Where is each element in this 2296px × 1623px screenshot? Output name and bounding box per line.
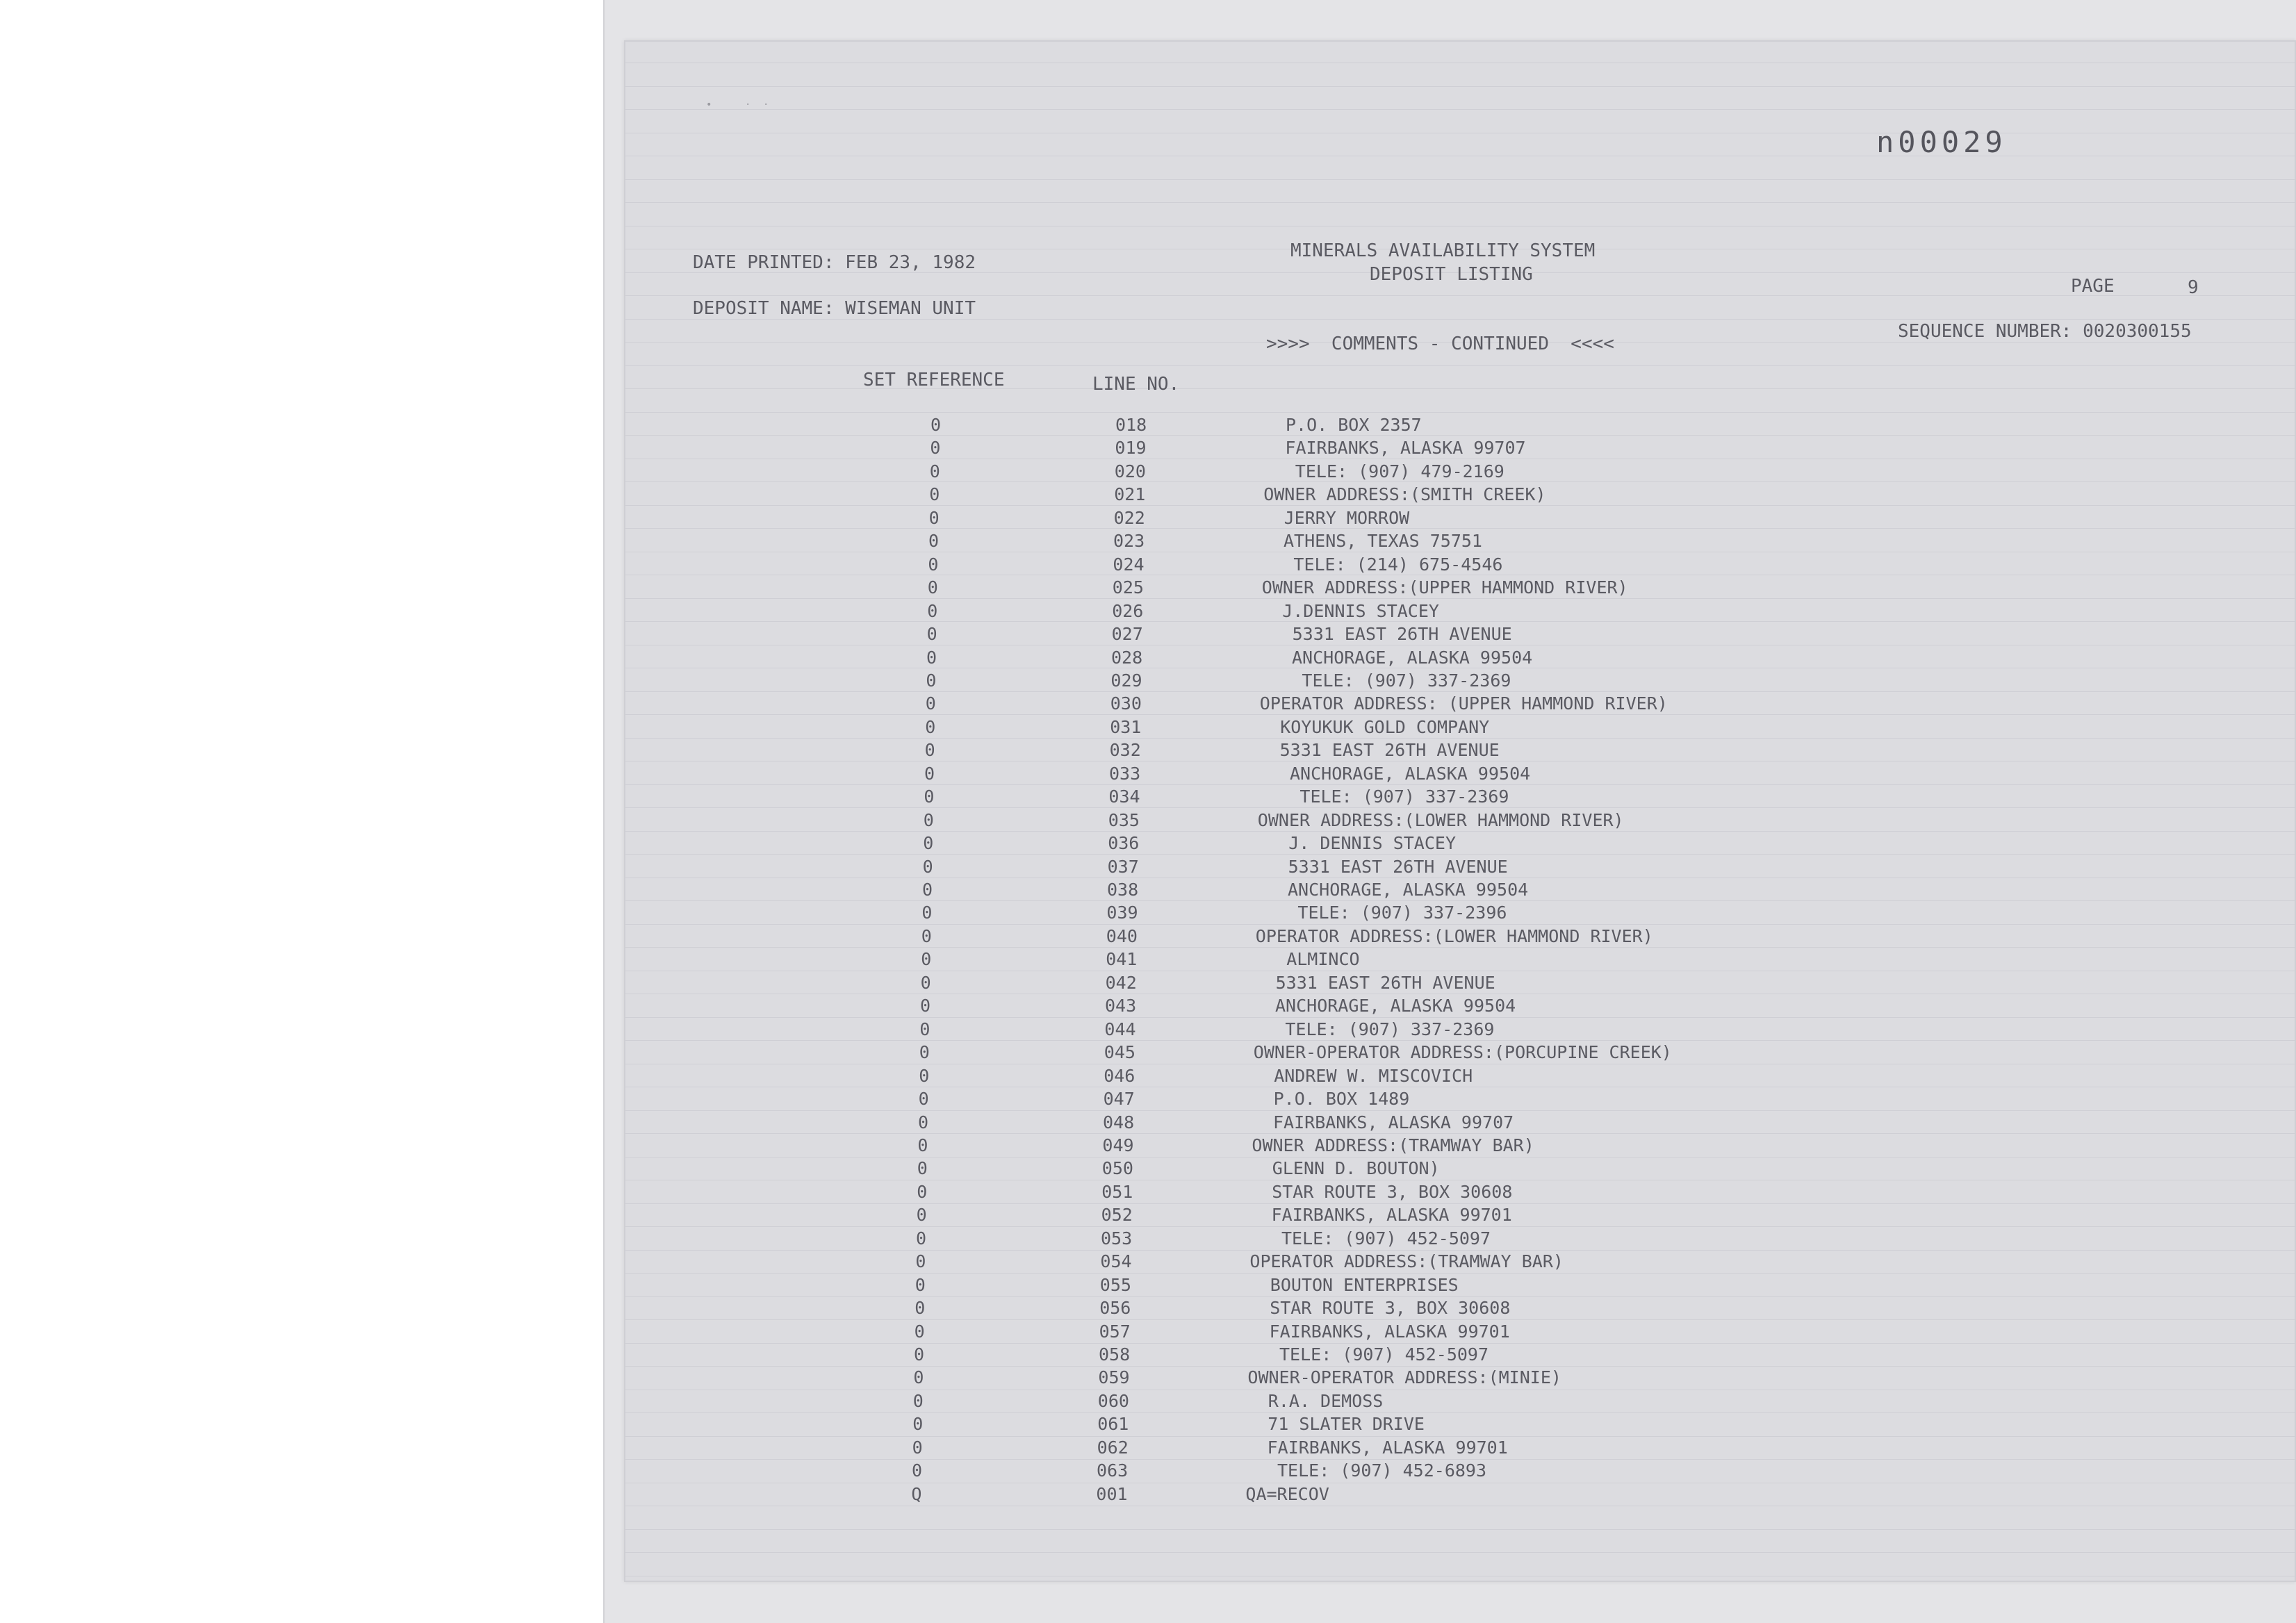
comment-text-cell: ANCHORAGE, ALASKA 99504 bbox=[1275, 996, 1516, 1016]
set-reference-cell: 0 bbox=[925, 693, 936, 714]
set-reference-cell: 0 bbox=[928, 531, 940, 552]
comment-text-cell: ATHENS, TEXAS 75751 bbox=[1284, 531, 1482, 552]
line-number-cell: 034 bbox=[1108, 786, 1140, 807]
set-reference-cell: 0 bbox=[919, 1042, 930, 1063]
set-reference-cell: 0 bbox=[916, 1205, 927, 1226]
scan-speck: · bbox=[763, 99, 769, 110]
comment-text-cell: OPERATOR ADDRESS:(TRAMWAY BAR) bbox=[1249, 1251, 1564, 1272]
listing-row bbox=[0, 973, 2296, 996]
deposit-name-value: WISEMAN UNIT bbox=[845, 298, 976, 319]
comment-text-cell: OWNER-OPERATOR ADDRESS:(MINIE) bbox=[1247, 1367, 1561, 1388]
line-number-cell: 040 bbox=[1106, 925, 1138, 946]
listing-row bbox=[0, 415, 2296, 438]
line-number-cell: 020 bbox=[1114, 461, 1146, 481]
page-stamp-number: n00029 bbox=[1876, 125, 2007, 159]
comment-text-cell: QA=RECOV bbox=[1245, 1483, 1329, 1504]
line-number-cell: 058 bbox=[1099, 1344, 1131, 1365]
comment-text-cell: ANCHORAGE, ALASKA 99504 bbox=[1290, 763, 1531, 784]
listing-row bbox=[0, 1158, 2296, 1181]
comment-text-cell: KOYUKUK GOLD COMPANY bbox=[1280, 716, 1490, 737]
set-reference-cell: 0 bbox=[928, 507, 940, 528]
green-bar-line bbox=[625, 133, 2295, 156]
listing-row bbox=[0, 949, 2296, 972]
comment-text-cell: J.DENNIS STACEY bbox=[1282, 600, 1439, 621]
set-reference-cell: 0 bbox=[924, 740, 935, 761]
comment-text-cell: TELE: (907) 479-2169 bbox=[1295, 461, 1504, 481]
listing-row bbox=[0, 484, 2296, 507]
comment-text-cell: OWNER ADDRESS:(UPPER HAMMOND RIVER) bbox=[1261, 577, 1628, 598]
comment-text-cell: OWNER-OPERATOR ADDRESS:(PORCUPINE CREEK) bbox=[1253, 1042, 1672, 1063]
scan-speck: • bbox=[706, 99, 712, 110]
set-reference-cell: 0 bbox=[912, 1390, 924, 1411]
line-number-cell: 019 bbox=[1115, 438, 1147, 459]
green-bar-line bbox=[625, 63, 2295, 86]
listing-row bbox=[0, 1437, 2296, 1460]
comment-text-cell: TELE: (214) 675-4546 bbox=[1293, 554, 1503, 575]
listing-row bbox=[0, 531, 2296, 554]
line-number-cell: 044 bbox=[1104, 1019, 1136, 1039]
comment-text-cell: TELE: (907) 452-6893 bbox=[1277, 1460, 1487, 1481]
listing-row bbox=[0, 786, 2296, 809]
set-reference-cell: 0 bbox=[921, 925, 932, 946]
set-reference-cell: 0 bbox=[917, 1135, 928, 1155]
set-reference-cell: 0 bbox=[918, 1089, 929, 1110]
comment-text-cell: OWNER ADDRESS:(LOWER HAMMOND RIVER) bbox=[1257, 809, 1624, 830]
line-number-cell: 050 bbox=[1101, 1158, 1133, 1179]
comment-text-cell: OPERATOR ADDRESS:(LOWER HAMMOND RIVER) bbox=[1255, 925, 1653, 946]
set-reference-cell: 0 bbox=[915, 1298, 926, 1319]
listing-row bbox=[0, 601, 2296, 624]
green-bar-line bbox=[625, 1552, 2295, 1576]
set-reference-cell: 0 bbox=[921, 949, 932, 970]
listing-row bbox=[0, 1228, 2296, 1251]
listing-row bbox=[0, 554, 2296, 577]
set-reference-cell: 0 bbox=[926, 670, 937, 691]
comment-text-cell: R.A. DEMOSS bbox=[1268, 1390, 1384, 1411]
green-bar-line bbox=[625, 1576, 2295, 1583]
set-reference-cell: 0 bbox=[915, 1251, 926, 1272]
listing-row bbox=[0, 833, 2296, 856]
line-number-cell: 037 bbox=[1107, 856, 1139, 877]
set-reference-cell: 0 bbox=[912, 1460, 923, 1481]
set-reference-cell: 0 bbox=[924, 786, 935, 807]
comment-text-cell: TELE: (907) 337-2396 bbox=[1297, 903, 1507, 923]
set-reference-cell: 0 bbox=[923, 809, 934, 830]
line-number-cell: 052 bbox=[1101, 1205, 1133, 1226]
green-bar-line bbox=[625, 179, 2295, 203]
comment-text-cell: OPERATOR ADDRESS: (UPPER HAMMOND RIVER) bbox=[1259, 693, 1668, 714]
line-number-cell: 061 bbox=[1097, 1414, 1129, 1435]
comment-text-cell: JERRY MORROW bbox=[1284, 507, 1410, 528]
listing-row bbox=[0, 670, 2296, 693]
line-number-cell: 046 bbox=[1104, 1065, 1135, 1086]
line-number-cell: 029 bbox=[1110, 670, 1142, 691]
set-reference-cell: 0 bbox=[918, 1112, 929, 1132]
comment-text-cell: 5331 EAST 26TH AVENUE bbox=[1288, 856, 1508, 877]
comment-text-cell: TELE: (907) 452-5097 bbox=[1281, 1228, 1491, 1249]
listing-row bbox=[0, 1019, 2296, 1042]
line-number-cell: 047 bbox=[1103, 1089, 1135, 1110]
line-number-cell: 049 bbox=[1102, 1135, 1134, 1155]
set-reference-cell: 0 bbox=[919, 1019, 930, 1039]
set-reference-cell: 0 bbox=[913, 1367, 924, 1388]
set-reference-cell: 0 bbox=[926, 624, 937, 645]
line-number-cell: 035 bbox=[1108, 809, 1140, 830]
line-number-cell: 022 bbox=[1113, 507, 1145, 528]
listing-row bbox=[0, 740, 2296, 763]
line-number-cell: 051 bbox=[1101, 1181, 1133, 1202]
green-bar-line bbox=[625, 156, 2295, 179]
set-reference-cell: 0 bbox=[929, 484, 940, 505]
line-number-cell: 042 bbox=[1105, 972, 1137, 993]
listing-row bbox=[0, 1391, 2296, 1414]
set-reference-cell: 0 bbox=[912, 1414, 924, 1435]
line-number-cell: 001 bbox=[1096, 1483, 1128, 1504]
comment-text-cell: P.O. BOX 2357 bbox=[1286, 415, 1422, 435]
line-number-cell: 038 bbox=[1107, 880, 1139, 900]
green-bar-line bbox=[625, 1506, 2295, 1529]
set-reference-cell: 0 bbox=[927, 577, 938, 598]
listing-row bbox=[0, 461, 2296, 484]
green-bar-line bbox=[625, 109, 2295, 133]
comment-text-cell: ANCHORAGE, ALASKA 99504 bbox=[1288, 880, 1529, 900]
line-number-cell: 062 bbox=[1097, 1437, 1129, 1458]
listing-row bbox=[0, 996, 2296, 1019]
listing-row bbox=[0, 1298, 2296, 1321]
set-reference-cell: 0 bbox=[920, 972, 931, 993]
listing-row bbox=[0, 1344, 2296, 1367]
set-reference-cell: 0 bbox=[925, 716, 936, 737]
listing-row bbox=[0, 1089, 2296, 1112]
listing-row bbox=[0, 1484, 2296, 1507]
line-number-cell: 055 bbox=[1099, 1274, 1131, 1295]
listing-row bbox=[0, 1251, 2296, 1274]
set-reference-cell: 0 bbox=[915, 1274, 926, 1295]
listing-row bbox=[0, 810, 2296, 833]
set-reference-cell: 0 bbox=[917, 1158, 928, 1179]
set-reference-cell: 0 bbox=[928, 554, 939, 575]
listing-row bbox=[0, 926, 2296, 949]
listing-row bbox=[0, 717, 2296, 740]
set-reference-cell: 0 bbox=[921, 903, 933, 923]
comment-text-cell: J. DENNIS STACEY bbox=[1288, 833, 1457, 854]
listing-row bbox=[0, 1275, 2296, 1298]
comment-text-cell: ANDREW W. MISCOVICH bbox=[1274, 1065, 1473, 1086]
line-number-cell: 030 bbox=[1110, 693, 1142, 714]
line-number-cell: 028 bbox=[1111, 647, 1143, 668]
listing-row bbox=[0, 1182, 2296, 1205]
set-reference-cell: 0 bbox=[930, 438, 941, 459]
system-title: MINERALS AVAILABILITY SYSTEM bbox=[1290, 240, 1596, 261]
column-header-line-no: LINE NO. bbox=[1092, 374, 1180, 395]
set-reference-cell: 0 bbox=[929, 461, 940, 481]
listing-row bbox=[0, 880, 2296, 903]
comment-text-cell: 71 SLATER DRIVE bbox=[1268, 1414, 1425, 1435]
comment-text-cell: FAIRBANKS, ALASKA 99701 bbox=[1271, 1205, 1512, 1226]
page-label: PAGE bbox=[2071, 276, 2115, 297]
listing-row bbox=[0, 577, 2296, 600]
line-number-cell: 059 bbox=[1098, 1367, 1130, 1388]
set-reference-cell: 0 bbox=[923, 833, 934, 854]
listing-row bbox=[0, 624, 2296, 647]
comment-text-cell: TELE: (907) 337-2369 bbox=[1302, 670, 1511, 691]
line-number-cell: 039 bbox=[1106, 903, 1138, 923]
set-reference-cell: 0 bbox=[914, 1321, 925, 1342]
line-number-cell: 041 bbox=[1106, 949, 1138, 970]
column-header-set-reference: SET REFERENCE bbox=[863, 370, 1005, 390]
deposit-name bbox=[693, 298, 976, 319]
set-reference-cell: 0 bbox=[922, 880, 933, 900]
line-number-cell: 032 bbox=[1109, 740, 1141, 761]
green-bar-line bbox=[625, 86, 2295, 110]
set-reference-cell: 0 bbox=[927, 600, 938, 621]
comment-text-cell: TELE: (907) 452-5097 bbox=[1279, 1344, 1489, 1365]
set-reference-cell: 0 bbox=[912, 1437, 923, 1458]
comment-text-cell: FAIRBANKS, ALASKA 99707 bbox=[1273, 1112, 1514, 1132]
listing-row bbox=[0, 508, 2296, 531]
listing-row bbox=[0, 693, 2296, 716]
comment-text-cell: STAR ROUTE 3, BOX 30608 bbox=[1272, 1181, 1513, 1202]
line-number-cell: 057 bbox=[1099, 1321, 1131, 1342]
comment-text-cell: FAIRBANKS, ALASKA 99701 bbox=[1267, 1437, 1508, 1458]
set-reference-cell: 0 bbox=[924, 763, 935, 784]
green-bar-line bbox=[625, 388, 2295, 412]
comment-text-cell: BOUTON ENTERPRISES bbox=[1270, 1274, 1459, 1295]
line-number-cell: 036 bbox=[1108, 833, 1140, 854]
line-number-cell: 043 bbox=[1105, 996, 1137, 1016]
comment-text-cell: OWNER ADDRESS:(SMITH CREEK) bbox=[1263, 484, 1546, 505]
line-number-cell: 025 bbox=[1112, 577, 1144, 598]
set-reference-cell: 0 bbox=[916, 1228, 927, 1249]
listing-row bbox=[0, 1205, 2296, 1228]
line-number-cell: 063 bbox=[1097, 1460, 1129, 1481]
listing-row bbox=[0, 764, 2296, 786]
listing-row bbox=[0, 1460, 2296, 1483]
comment-text-cell: FAIRBANKS, ALASKA 99707 bbox=[1285, 438, 1526, 459]
line-number-cell: 024 bbox=[1113, 554, 1145, 575]
set-reference-cell: 0 bbox=[926, 647, 937, 668]
date-printed bbox=[693, 252, 976, 273]
comment-text-cell: TELE: (907) 337-2369 bbox=[1299, 786, 1509, 807]
date-printed-value: FEB 23, 1982 bbox=[845, 252, 976, 273]
line-number-cell: 048 bbox=[1103, 1112, 1135, 1132]
sequence-value: 0020300155 bbox=[2083, 321, 2192, 342]
set-reference-cell: Q bbox=[911, 1483, 922, 1504]
line-number-cell: 018 bbox=[1115, 415, 1147, 435]
comment-text-cell: OWNER ADDRESS:(TRAMWAY BAR) bbox=[1252, 1135, 1534, 1155]
listing-row bbox=[0, 1321, 2296, 1344]
listing-row bbox=[0, 1066, 2296, 1089]
comment-text-cell: 5331 EAST 26TH AVENUE bbox=[1279, 740, 1500, 761]
set-reference-cell: 0 bbox=[920, 996, 931, 1016]
line-number-cell: 045 bbox=[1104, 1042, 1135, 1063]
scan-speck: · bbox=[745, 99, 751, 110]
listing-title: DEPOSIT LISTING bbox=[1370, 264, 1533, 285]
listing-row bbox=[0, 1367, 2296, 1390]
sequence-number bbox=[1898, 321, 2192, 342]
set-reference-cell: 0 bbox=[922, 856, 933, 877]
comment-text-cell: STAR ROUTE 3, BOX 30608 bbox=[1270, 1298, 1511, 1319]
comment-text-cell: FAIRBANKS, ALASKA 99701 bbox=[1269, 1321, 1510, 1342]
line-number-cell: 060 bbox=[1097, 1390, 1129, 1411]
comment-text-cell: P.O. BOX 1489 bbox=[1273, 1089, 1410, 1110]
section-title: >>>> COMMENTS - CONTINUED <<<< bbox=[1266, 333, 1614, 354]
listing-row bbox=[0, 648, 2296, 670]
comment-text-cell: GLENN D. BOUTON) bbox=[1272, 1158, 1440, 1179]
deposit-name-label: DEPOSIT NAME: bbox=[693, 298, 835, 319]
line-number-cell: 021 bbox=[1114, 484, 1146, 505]
set-reference-cell: 0 bbox=[917, 1181, 928, 1202]
line-number-cell: 026 bbox=[1112, 600, 1144, 621]
listing-row bbox=[0, 857, 2296, 880]
line-number-cell: 056 bbox=[1099, 1298, 1131, 1319]
line-number-cell: 023 bbox=[1113, 531, 1145, 552]
line-number-cell: 027 bbox=[1111, 624, 1143, 645]
comment-text-cell: TELE: (907) 337-2369 bbox=[1285, 1019, 1495, 1039]
comment-text-cell: ALMINCO bbox=[1286, 949, 1360, 970]
line-number-cell: 053 bbox=[1101, 1228, 1133, 1249]
listing-row bbox=[0, 438, 2296, 461]
listing-row bbox=[0, 1112, 2296, 1135]
sequence-label: SEQUENCE NUMBER: bbox=[1898, 321, 2072, 342]
page-number: 9 bbox=[2188, 277, 2199, 298]
listing-row bbox=[0, 1042, 2296, 1065]
comment-text-cell: 5331 EAST 26TH AVENUE bbox=[1292, 624, 1512, 645]
set-reference-cell: 0 bbox=[914, 1344, 925, 1365]
line-number-cell: 054 bbox=[1100, 1251, 1132, 1272]
listing-row bbox=[0, 1414, 2296, 1437]
set-reference-cell: 0 bbox=[930, 415, 942, 435]
listing-row bbox=[0, 903, 2296, 925]
line-number-cell: 033 bbox=[1109, 763, 1141, 784]
date-printed-label: DATE PRINTED: bbox=[693, 252, 835, 273]
comment-text-cell: ANCHORAGE, ALASKA 99504 bbox=[1292, 647, 1533, 668]
set-reference-cell: 0 bbox=[919, 1065, 930, 1086]
green-bar-line bbox=[625, 202, 2295, 226]
listing-row bbox=[0, 1135, 2296, 1158]
comment-text-cell: 5331 EAST 26TH AVENUE bbox=[1275, 972, 1495, 993]
green-bar-line bbox=[625, 1529, 2295, 1553]
line-number-cell: 031 bbox=[1110, 716, 1142, 737]
